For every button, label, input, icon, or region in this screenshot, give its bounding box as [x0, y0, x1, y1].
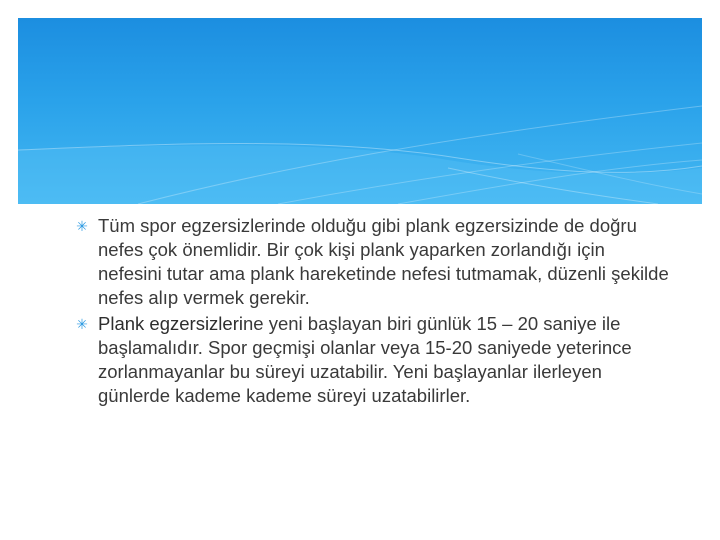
bullet-item [70, 312, 670, 408]
slide-body [70, 214, 670, 410]
bullet-emphasis: Plank egzersizleri [98, 313, 243, 334]
bullet-text: ne yeni başlayan biri günlük 15 – 20 saniye ile başlamalıdır. Spor geçmişi olanlar veya 15-20 saniyede yeterince zorlanmayanlar bu süreyi uzatabilir. Yeni başlayanlar ilerleyen günlerde kademe kademe süreyi uzatabilirler. [98, 313, 632, 406]
asterisk-bullet-icon: ✳ [76, 218, 88, 234]
bullet-item [70, 214, 670, 310]
wave-decoration [18, 18, 702, 204]
header-banner [18, 18, 702, 204]
bullet-text: Tüm spor egzersizlerinde olduğu gibi plank egzersizinde de doğru nefes çok önemlidir. Bir çok kişi plank yaparken zorlandığı için nefesini tutar ama plank hareketinde nefesi tutmamak, düzenli şekilde nefes alıp vermek gerekir. [98, 215, 669, 308]
asterisk-bullet-icon: ✳ [76, 316, 88, 332]
